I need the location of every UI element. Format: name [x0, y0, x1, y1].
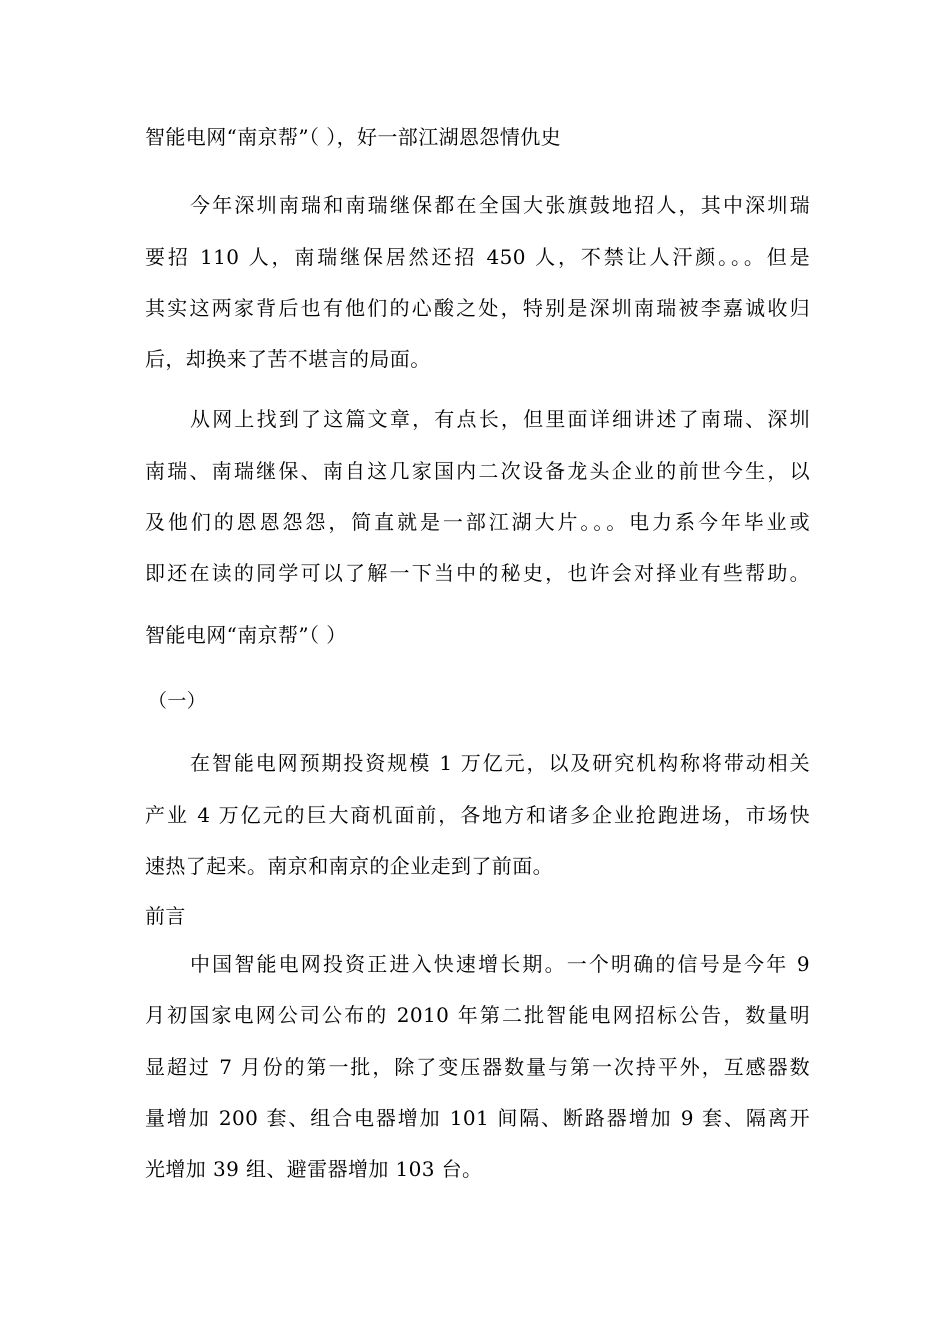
paragraph-line: 光增加 39 组、避雷器增加 103 台。 — [145, 1157, 483, 1181]
paragraph-line: 要招 110 人，南瑞继保居然还招 450 人，不禁让人汗颜。。。但是 — [145, 245, 810, 269]
paragraph-line: 在智能电网预期投资规模 1 万亿元，以及研究机构称将带动相关 — [190, 751, 810, 775]
paragraph-line: 后，却换来了苦不堪言的局面。 — [145, 347, 431, 371]
paragraph-line: 产业 4 万亿元的巨大商机面前，各地方和诸多企业抢跑进场，市场快 — [145, 803, 810, 827]
paragraph-line: 月初国家电网公司公布的 2010 年第二批智能电网招标公告，数量明 — [145, 1003, 810, 1027]
paragraph-line: 从网上找到了这篇文章，有点长，但里面详细讲述了南瑞、深圳 — [190, 407, 810, 431]
section-marker: （一） — [148, 690, 207, 712]
paragraph-line: 今年深圳南瑞和南瑞继保都在全国大张旗鼓地招人，其中深圳瑞 — [190, 193, 810, 217]
paragraph-line: 显超过 7 月份的第一批，除了变压器数量与第一次持平外，互感器数 — [145, 1055, 810, 1079]
preface-heading: 前言 — [145, 904, 186, 928]
paragraph-line: 速热了起来。南京和南京的企业走到了前面。 — [145, 854, 553, 878]
paragraph-line: 量增加 200 套、组合电器增加 101 间隔、断路器增加 9 套、隔离开 — [145, 1106, 810, 1130]
paragraph-line: 及他们的恩恩怨怨，简直就是一部江湖大片。。。电力系今年毕业或 — [145, 510, 810, 534]
article-subtitle: 智能电网“南京帮”（ ） — [145, 623, 347, 647]
paragraph-line: 即还在读的同学可以了解一下当中的秘史，也许会对择业有些帮助。 — [145, 561, 810, 585]
paragraph-line: 其实这两家背后也有他们的心酸之处，特别是深圳南瑞被李嘉诚收归 — [145, 296, 810, 320]
paragraph-line: 中国智能电网投资正进入快速增长期。一个明确的信号是今年 9 — [190, 952, 810, 976]
paragraph-line: 南瑞、南瑞继保、南自这几家国内二次设备龙头企业的前世今生，以 — [145, 459, 810, 483]
document-title: 智能电网“南京帮”（ ），好一部江湖恩怨情仇史 — [145, 125, 562, 149]
